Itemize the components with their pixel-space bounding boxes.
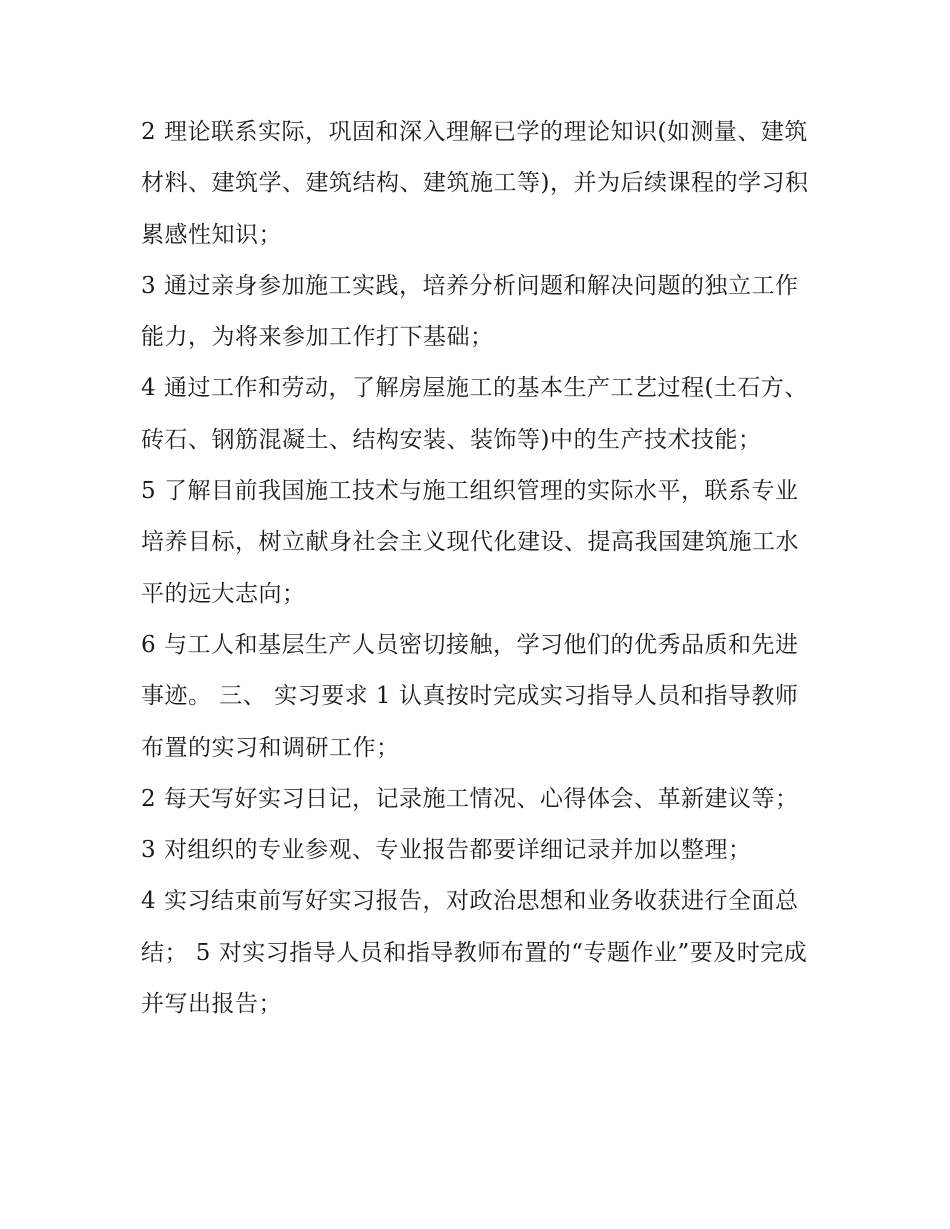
paragraph-requirements-2-3: 2 每天写好实习日记，记录施工情况、心得体会、革新建议等； 3 对组织的专业参观、专业报告都要详细记录并加以整理； [141,785,799,864]
paragraph-objective-6-requirements-1: 6 与工人和基层生产人员密切接触，学习他们的优秀品质和先进事迹。 三、 实习要求 1 认真按时完成实习指导人员和指导教师布置的实习和调研工作； [141,631,799,761]
paragraph-objective-4: 4 通过工作和劳动，了解房屋施工的基本生产工艺过程(土石方、砖石、钢筋混凝土、结构安装、装饰等)中的生产技术技能； [141,375,808,453]
paragraph-objective-3: 3 通过亲身参加施工实践，培养分析问题和解决问题的独立工作能力，为将来参加工作打下基础； [141,272,799,351]
paragraph-objective-5: 5 了解目前我国施工技术与施工组织管理的实际水平，联系专业培养目标，树立献身社会主义现代化建设、提高我国建筑施工水平的远大志向； [141,478,799,607]
paragraph-objective-2: 2 理论联系实际，巩固和深入理解已学的理论知识(如测量、建筑材料、建筑学、建筑结构、建筑施工等)，并为后续课程的学习积累感性知识； [141,119,809,248]
paragraph-requirements-4-5: 4 实习结束前写好实习报告，对政治思想和业务收获进行全面总结； 5 对实习指导人员和指导教师布置的“专题作业”要及时完成并写出报告； [141,888,808,1018]
document-body [141,107,821,1030]
